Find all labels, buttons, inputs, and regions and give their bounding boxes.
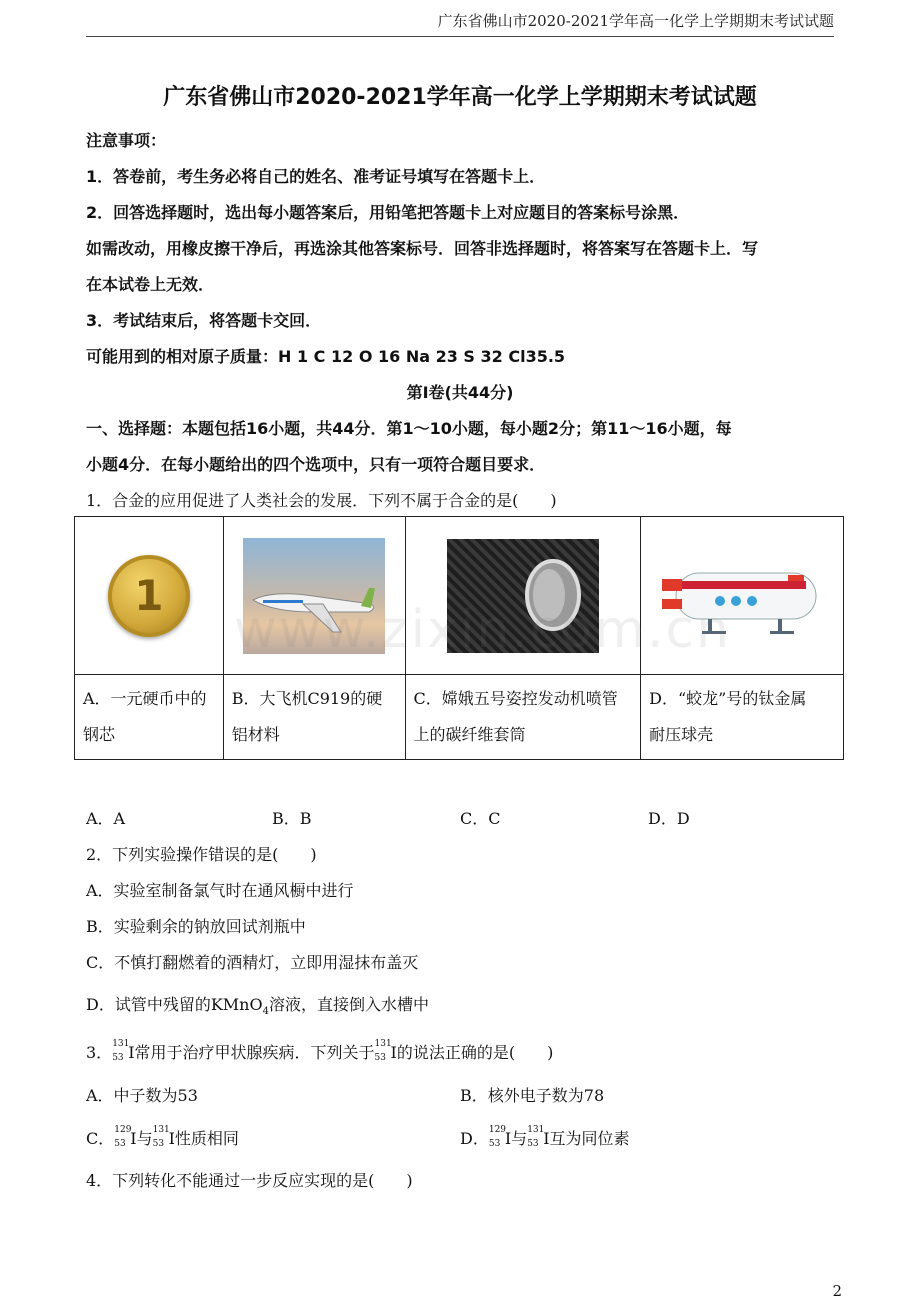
notice-item-3: 3．考试结束后，将答题卡交回． xyxy=(86,311,322,330)
notice-heading: 注意事项： xyxy=(86,131,167,150)
q3-option-c: C． 129 53 I与 131 53 I性质相同 xyxy=(86,1125,239,1149)
q1-option-a: A．A xyxy=(86,809,126,828)
atomic-mass-line: 可能用到的相对原子质量：H 1 C 12 O 16 Na 23 S 32 Cl35.5 xyxy=(86,347,566,366)
notice-item-2b: 如需改动，用橡皮擦干净后，再选涂其他答案标号．回答非选择题时，将答案写在答题卡上．写 xyxy=(86,239,759,258)
notice-item-2: 2．回答选择题时，选出每小题答案后，用铅笔把答题卡上对应题目的答案标号涂黑． xyxy=(86,203,690,222)
q1-caption-d: D．“蛟龙”号的钛金属 耐压球壳 xyxy=(641,675,844,760)
q1-option-b: B．B xyxy=(272,809,312,828)
q3-option-a: A．中子数为53 xyxy=(86,1086,198,1105)
isotope-i131: 131 53 xyxy=(374,1039,392,1063)
notice-item-2c: 在本试卷上无效． xyxy=(86,275,215,294)
q1-option-c: C．C xyxy=(460,809,501,828)
isotope-i129: 129 53 xyxy=(114,1125,132,1149)
section-heading: 第Ⅰ卷(共44分) xyxy=(406,383,514,402)
header-rule xyxy=(86,36,834,37)
watermark: www.zixin.com.cn xyxy=(234,600,731,660)
running-header: 广东省佛山市2020-2021学年高一化学上学期期末考试试题 xyxy=(437,12,834,30)
q3-option-b: B．核外电子数为78 xyxy=(460,1086,605,1105)
q1-caption-a: A．一元硬币中的 钢芯 xyxy=(75,675,224,760)
q3-stem: 3． 131 53 I常用于治疗甲状腺疾病．下列关于 131 53 I的说法正确的是( ) xyxy=(86,1039,554,1063)
isotope-i131: 131 53 xyxy=(112,1039,130,1063)
q2-option-d: D．试管中残留的KMnO$_4$溶液，直接倒入水槽中 xyxy=(86,995,429,1018)
q1-option-d: D．D xyxy=(648,809,690,828)
q3-option-d: D． 129 53 I与 131 53 I互为同位素 xyxy=(460,1125,630,1149)
q2-option-c: C．不慎打翻燃着的酒精灯，立即用湿抹布盖灭 xyxy=(86,953,419,972)
page-title: 广东省佛山市2020-2021学年高一化学上学期期末考试试题 xyxy=(163,85,757,110)
coin-image xyxy=(108,555,190,637)
isotope-i131: 131 53 xyxy=(152,1125,170,1149)
q1-caption-b: B．大飞机C919的硬 铝材料 xyxy=(223,675,405,760)
q2-option-b: B．实验剩余的钠放回试剂瓶中 xyxy=(86,917,306,936)
coin-numeral: 1 xyxy=(134,571,164,620)
page-number: 2 xyxy=(832,1282,842,1300)
section-instructions-2: 小题4分．在每小题给出的四个选项中，只有一项符合题目要求． xyxy=(86,455,546,474)
q1-stem: 1．合金的应用促进了人类社会的发展．下列不属于合金的是( ) xyxy=(86,491,557,510)
isotope-i129: 129 53 xyxy=(488,1125,507,1149)
q2-stem: 2．下列实验操作错误的是( ) xyxy=(86,845,317,864)
q1-cell-coin xyxy=(75,517,224,675)
section-instructions-1: 一、选择题：本题包括16小题，共44分．第1～10小题，每小题2分；第11～16小题，每 xyxy=(86,419,732,438)
q2-option-a: A．实验室制备氯气时在通风橱中进行 xyxy=(86,881,354,900)
isotope-i131: 131 53 xyxy=(527,1125,545,1149)
q4-stem: 4．下列转化不能通过一步反应实现的是( ) xyxy=(86,1171,413,1190)
notice-item-1: 1．答卷前，考生务必将自己的姓名、准考证号填写在答题卡上． xyxy=(86,167,546,186)
q1-caption-c: C．嫦娥五号姿控发动机喷管 上的碳纤维套筒 xyxy=(405,675,641,760)
